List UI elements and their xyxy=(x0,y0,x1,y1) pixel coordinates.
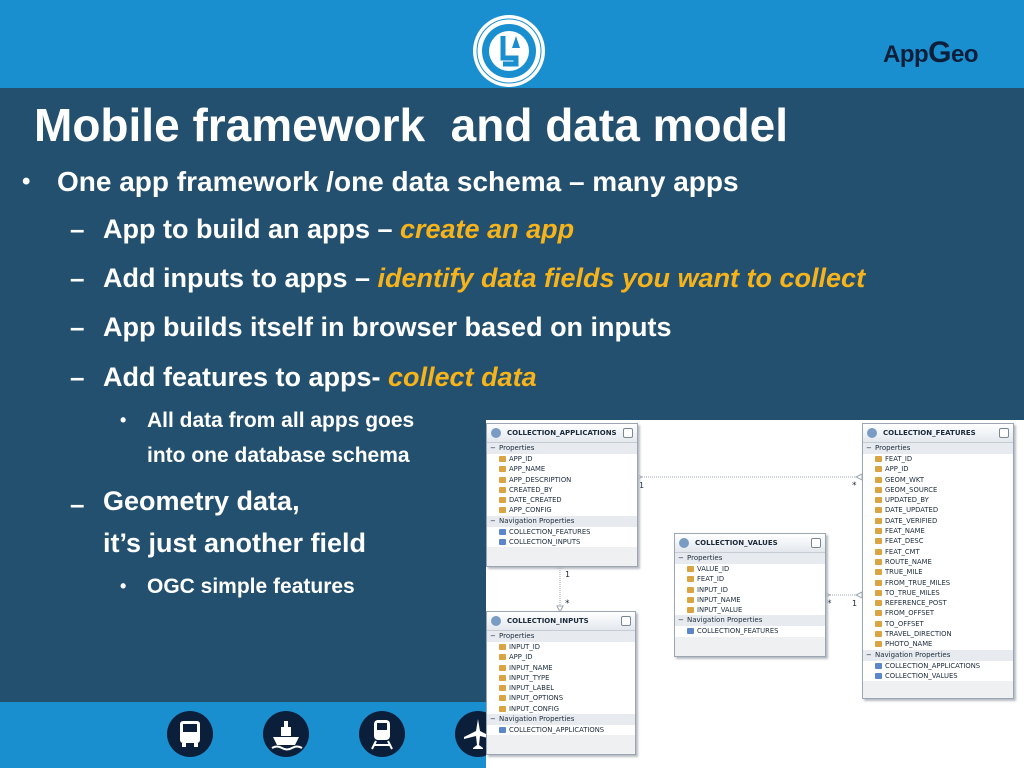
property-name: FEAT_ID xyxy=(697,575,725,584)
property-row[interactable] xyxy=(487,485,637,495)
entity-collection-inputs[interactable] xyxy=(486,611,636,755)
property-name: INPUT_LABEL xyxy=(509,684,555,693)
entity-icon xyxy=(491,428,501,438)
property-icon xyxy=(875,559,882,565)
property-name: FEAT_ID xyxy=(885,455,913,463)
navigation-row[interactable] xyxy=(675,626,825,636)
property-icon xyxy=(687,587,694,593)
property-row[interactable] xyxy=(863,598,1013,608)
navigation-icon xyxy=(499,529,506,535)
property-row[interactable] xyxy=(487,693,635,703)
property-row[interactable] xyxy=(487,663,635,673)
property-name: TRUE_MILE xyxy=(885,568,923,577)
navigation-row[interactable] xyxy=(487,725,635,735)
entity-name: COLLECTION_APPLICATIONS xyxy=(507,429,617,437)
property-icon xyxy=(875,507,882,513)
bullet-1-1-highlight: create an app xyxy=(400,214,575,244)
collapse-icon[interactable] xyxy=(621,616,631,626)
bullet-1-4-1-line1: All data from all apps goes xyxy=(147,409,415,432)
navigation-section[interactable]: − Navigation Properties xyxy=(487,714,635,725)
multiplicity-label: * xyxy=(852,481,857,491)
property-icon xyxy=(499,456,506,462)
bullet-1-5-line2: it’s just another field xyxy=(103,528,367,558)
navigation-name: COLLECTION_APPLICATIONS xyxy=(509,726,605,735)
navigation-row[interactable] xyxy=(487,527,637,537)
property-row[interactable] xyxy=(487,495,637,505)
property-icon xyxy=(875,538,882,544)
property-row[interactable] xyxy=(863,505,1013,515)
entity-collection-features[interactable] xyxy=(862,423,1014,699)
property-row[interactable] xyxy=(863,526,1013,536)
property-row[interactable] xyxy=(487,642,635,652)
property-icon xyxy=(875,610,882,616)
property-row[interactable] xyxy=(675,605,825,615)
property-name: FROM_OFFSET xyxy=(885,609,935,618)
navigation-row[interactable] xyxy=(863,671,1013,681)
property-icon xyxy=(499,685,506,691)
property-icon xyxy=(875,569,882,575)
property-row[interactable] xyxy=(487,704,635,714)
property-name: FEAT_DESC xyxy=(885,537,924,546)
bullet-dash: – xyxy=(70,263,85,293)
property-row[interactable] xyxy=(863,516,1013,526)
navigation-icon xyxy=(499,539,506,545)
property-name: ROUTE_NAME xyxy=(885,557,932,566)
bullet-dot: • xyxy=(120,410,127,430)
collapse-icon[interactable] xyxy=(811,538,821,548)
entity-name: COLLECTION_VALUES xyxy=(695,539,778,547)
property-icon xyxy=(875,487,882,493)
bullet-1-4 xyxy=(103,362,537,393)
entity-title xyxy=(487,424,637,443)
navigation-name: COLLECTION_FEATURES xyxy=(509,527,591,536)
bullet-dash: – xyxy=(70,214,85,244)
property-name: TO_OFFSET xyxy=(885,619,924,628)
property-name: INPUT_TYPE xyxy=(509,673,550,682)
property-icon xyxy=(499,695,506,701)
property-row[interactable] xyxy=(487,475,637,485)
property-name: TRAVEL_DIRECTION xyxy=(885,630,952,639)
property-name: DATE_UPDATED xyxy=(885,506,939,515)
property-name: PHOTO_NAME xyxy=(885,640,933,649)
navigation-section[interactable]: − Navigation Properties xyxy=(675,615,825,626)
property-icon xyxy=(687,597,694,603)
bullet-dash: – xyxy=(70,362,85,392)
entity-icon xyxy=(679,538,689,548)
property-row[interactable] xyxy=(675,595,825,605)
entity-name: COLLECTION_INPUTS xyxy=(507,617,589,625)
entity-name: COLLECTION_FEATURES xyxy=(883,429,976,437)
property-icon xyxy=(875,477,882,483)
property-name: CREATED_BY xyxy=(509,485,553,494)
property-row[interactable] xyxy=(487,673,635,683)
multiplicity-label: 1 xyxy=(565,570,571,579)
property-row[interactable] xyxy=(487,464,637,474)
property-icon xyxy=(875,600,882,606)
property-icon xyxy=(499,665,506,671)
property-icon xyxy=(499,644,506,650)
property-row[interactable] xyxy=(863,608,1013,618)
property-name: GEOM_SOURCE xyxy=(885,485,938,494)
bullet-dot: • xyxy=(22,168,31,195)
multiplicity-label: * xyxy=(827,599,832,609)
property-icon xyxy=(499,507,506,513)
property-name: FEAT_CMT xyxy=(885,547,920,556)
property-icon xyxy=(875,580,882,586)
property-name: GEOM_WKT xyxy=(885,475,924,484)
property-name: INPUT_CONFIG xyxy=(509,704,560,713)
entity-diagram xyxy=(486,420,1024,768)
entity-title xyxy=(487,612,635,631)
bullet-dot: • xyxy=(120,576,127,596)
property-name: INPUT_ID xyxy=(509,643,540,651)
property-row[interactable] xyxy=(863,454,1013,464)
property-row[interactable] xyxy=(863,619,1013,629)
property-icon xyxy=(875,497,882,503)
bullet-1-2-text: Add inputs to apps – xyxy=(103,263,378,293)
ship-icon xyxy=(263,711,309,757)
multiplicity-label: * xyxy=(565,599,570,609)
navigation-name: COLLECTION_FEATURES xyxy=(697,627,779,636)
bullet-1: One app framework /one data schema – many apps xyxy=(57,166,739,197)
property-row[interactable] xyxy=(863,557,1013,567)
navigation-icon xyxy=(499,727,506,733)
bullet-1-1-text: App to build an apps – xyxy=(103,214,400,244)
entity-collection-values[interactable] xyxy=(674,533,826,657)
properties-section[interactable]: − Properties xyxy=(863,443,1013,454)
property-name: APP_ID xyxy=(509,653,533,662)
multiplicity-label: 1 xyxy=(852,599,858,608)
property-icon xyxy=(499,497,506,503)
property-icon xyxy=(875,590,882,596)
properties-section[interactable]: − Properties xyxy=(487,443,637,454)
appgeo-logo: AppGeo xyxy=(882,36,978,69)
bus-icon xyxy=(167,711,213,757)
navigation-icon xyxy=(687,628,694,634)
property-name: FROM_TRUE_MILES xyxy=(885,578,951,587)
bullet-dash: – xyxy=(70,489,85,519)
property-name: APP_ID xyxy=(885,465,909,474)
entity-icon xyxy=(867,428,877,438)
bullet-1-1 xyxy=(103,214,574,245)
entity-title xyxy=(863,424,1013,443)
property-row[interactable] xyxy=(487,505,637,515)
property-icon xyxy=(499,477,506,483)
property-row[interactable] xyxy=(487,454,637,464)
property-row[interactable] xyxy=(487,683,635,693)
property-name: FEAT_NAME xyxy=(885,527,925,536)
navigation-name: COLLECTION_VALUES xyxy=(885,671,958,680)
entity-title xyxy=(675,534,825,553)
property-name: TO_TRUE_MILES xyxy=(885,588,940,597)
property-name: INPUT_ID xyxy=(697,585,728,594)
property-row[interactable] xyxy=(863,567,1013,577)
property-icon xyxy=(875,621,882,627)
navigation-row[interactable] xyxy=(487,537,637,547)
entity-collection-applications[interactable] xyxy=(486,423,638,567)
property-name: DATE_CREATED xyxy=(509,496,562,505)
navigation-icon xyxy=(875,663,882,669)
property-icon xyxy=(875,456,882,462)
multiplicity-label: 1 xyxy=(639,481,645,490)
bullet-1-3: App builds itself in browser based on inputs xyxy=(103,312,672,342)
property-row[interactable] xyxy=(863,536,1013,546)
property-icon xyxy=(875,549,882,555)
property-row[interactable] xyxy=(487,652,635,662)
property-icon xyxy=(875,518,882,524)
property-icon xyxy=(875,528,882,534)
property-name: APP_DESCRIPTION xyxy=(509,475,572,484)
property-name: APP_CONFIG xyxy=(509,506,552,515)
navigation-row[interactable] xyxy=(863,661,1013,671)
property-row[interactable] xyxy=(863,578,1013,588)
bullet-1-4-1-line2: into one database schema xyxy=(147,444,410,467)
property-icon xyxy=(875,641,882,647)
property-icon xyxy=(499,706,506,712)
collapse-icon[interactable] xyxy=(999,428,1009,438)
property-name: APP_ID xyxy=(509,455,533,463)
bullet-1-4-text: Add features to apps- xyxy=(103,362,389,392)
property-icon xyxy=(687,576,694,582)
property-icon xyxy=(499,654,506,660)
bullet-1-5-1: OGC simple features xyxy=(147,575,355,598)
slide-title: Mobile framework and data model xyxy=(34,99,789,151)
property-icon xyxy=(875,466,882,472)
property-row[interactable] xyxy=(675,585,825,595)
property-name: INPUT_NAME xyxy=(509,663,553,672)
property-icon xyxy=(499,466,506,472)
property-row[interactable] xyxy=(863,475,1013,485)
entity-icon xyxy=(491,616,501,626)
navigation-icon xyxy=(875,673,882,679)
property-row[interactable] xyxy=(675,564,825,574)
navigation-name: COLLECTION_APPLICATIONS xyxy=(885,661,981,670)
bullet-1-2-highlight: identify data fields you want to collect xyxy=(377,263,866,293)
property-name: REFERENCE_POST xyxy=(885,599,947,608)
bullet-1-4-highlight: collect data xyxy=(388,362,537,392)
property-name: DATE_VERIFIED xyxy=(885,516,938,525)
property-row[interactable] xyxy=(863,547,1013,557)
property-row[interactable] xyxy=(863,629,1013,639)
property-row[interactable] xyxy=(863,464,1013,474)
property-row[interactable] xyxy=(863,495,1013,505)
property-name: INPUT_NAME xyxy=(697,595,741,604)
property-icon xyxy=(687,607,694,613)
bullet-1-2 xyxy=(103,263,865,294)
property-row[interactable] xyxy=(863,588,1013,598)
bullet-1-5-line1: Geometry data, xyxy=(103,486,300,516)
property-name: UPDATED_BY xyxy=(885,496,929,505)
navigation-section[interactable]: − Navigation Properties xyxy=(487,516,637,527)
train-icon xyxy=(359,711,405,757)
property-icon xyxy=(687,566,694,572)
property-icon xyxy=(499,487,506,493)
property-icon xyxy=(499,675,506,681)
property-name: VALUE_ID xyxy=(697,565,730,573)
properties-section[interactable]: − Properties xyxy=(487,631,635,642)
navigation-section[interactable]: − Navigation Properties xyxy=(863,650,1013,661)
property-icon xyxy=(875,631,882,637)
property-name: INPUT_OPTIONS xyxy=(509,694,564,703)
bullet-dash: – xyxy=(70,312,85,342)
property-name: APP_NAME xyxy=(509,465,546,474)
property-name: INPUT_VALUE xyxy=(697,606,743,615)
property-row[interactable] xyxy=(675,574,825,584)
properties-section[interactable]: − Properties xyxy=(675,553,825,564)
collapse-icon[interactable] xyxy=(623,428,633,438)
navigation-name: COLLECTION_INPUTS xyxy=(509,538,581,547)
property-row[interactable] xyxy=(863,639,1013,649)
property-row[interactable] xyxy=(863,485,1013,495)
